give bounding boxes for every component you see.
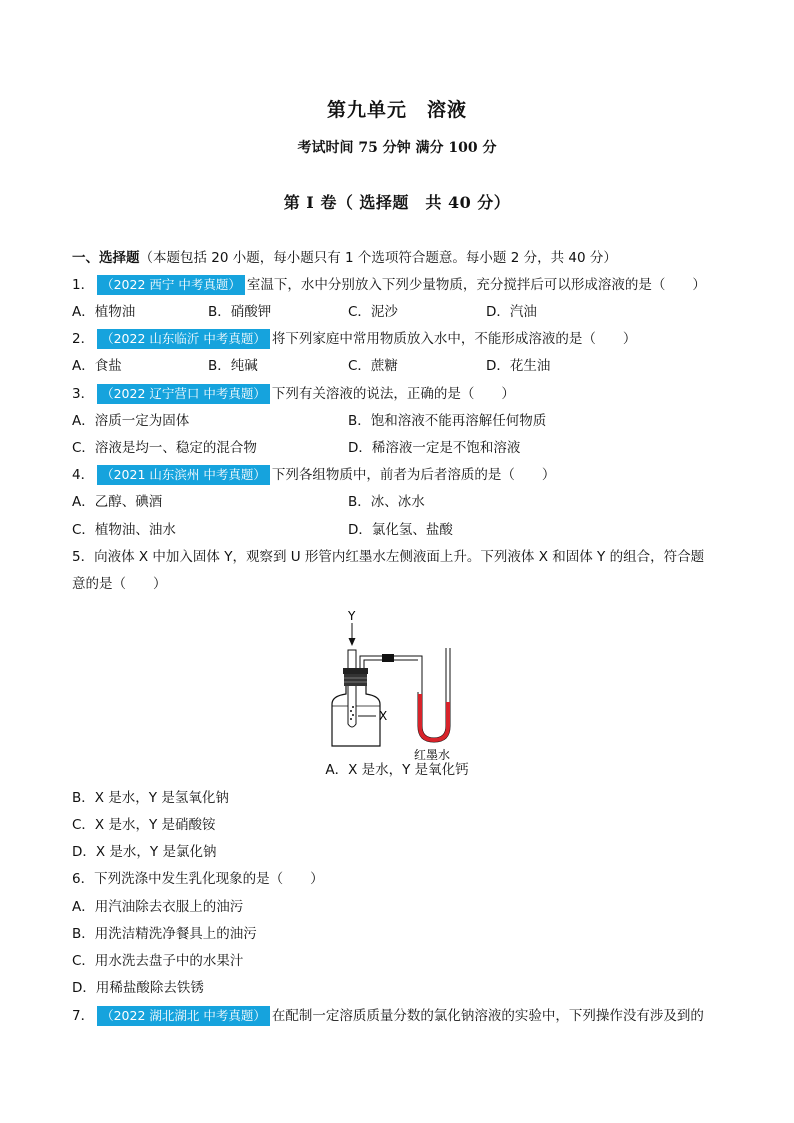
- option-b: B．硝酸钾: [208, 304, 272, 320]
- source-tag: （2022 西宁 中考真题）: [97, 275, 245, 295]
- question-5-stem: [72, 547, 704, 567]
- question-text: 下列洗涤中发生乳化现象的是（ ）: [94, 871, 324, 887]
- u-tube-inner: [422, 648, 446, 738]
- option-d: D．X 是水，Y 是氯化钠: [72, 844, 217, 860]
- option-c: C．X 是水，Y 是硝酸铵: [72, 817, 216, 833]
- question-1-stem: [72, 275, 706, 295]
- question-6-stem: [72, 869, 324, 889]
- section-heading: [72, 248, 617, 268]
- question-7-stem: [72, 1006, 704, 1026]
- option-d: D．用稀盐酸除去铁锈: [72, 980, 204, 996]
- question-number: 7．: [72, 1008, 95, 1024]
- question-4-stem: [72, 465, 555, 485]
- source-tag: （2022 山东临沂 中考真题）: [97, 329, 270, 349]
- question-text: 将下列家庭中常用物质放入水中，不能形成溶液的是（ ）: [271, 331, 637, 347]
- source-tag: （2022 辽宁营口 中考真题）: [97, 384, 270, 404]
- question-number: 2．: [72, 331, 95, 347]
- question-number: 5．: [72, 549, 95, 565]
- option-c: C．用水洗去盘子中的水果汁: [72, 953, 244, 969]
- label-x: X: [379, 709, 388, 723]
- exam-info: 考试时间 75 分钟 满分 100 分: [297, 140, 497, 156]
- option-d: D．汽油: [486, 304, 537, 320]
- volume-title: 第 I 卷（ 选择题 共 40 分）: [283, 193, 511, 212]
- option-c: C．泥沙: [348, 304, 398, 320]
- source-tag: （2021 山东滨州 中考真题）: [97, 465, 270, 485]
- option-b: B．纯碱: [208, 358, 258, 374]
- option-c: C．溶液是均一、稳定的混合物: [72, 440, 257, 456]
- question-text: 下列各组物质中，前者为后者溶质的是（ ）: [271, 467, 556, 483]
- option-d: D．稀溶液一定是不饱和溶液: [348, 440, 521, 456]
- question-2-stem: [72, 329, 636, 349]
- apparatus-figure: [322, 606, 472, 762]
- option-a: A．植物油: [72, 304, 136, 320]
- question-3-stem: [72, 384, 515, 404]
- option-c: C．植物油、油水: [72, 522, 176, 538]
- section-desc: （本题包括 20 小题，每小题只有 1 个选项符合题意。每小题 2 分，共 40 分）: [139, 250, 617, 266]
- option-b: B．饱和溶液不能再溶解任何物质: [348, 413, 547, 429]
- label-y: Y: [348, 609, 356, 623]
- option-a: A．X 是水，Y 是氧化钙: [325, 762, 469, 778]
- option-b: B．用洗洁精洗净餐具上的油污: [72, 926, 257, 942]
- stopper-body: [344, 674, 367, 686]
- option-c: C．蔗糖: [348, 358, 398, 374]
- section-label: 一、选择题: [72, 250, 140, 266]
- tube-connector: [382, 654, 394, 662]
- option-d: D．花生油: [486, 358, 551, 374]
- option-a: A．溶质一定为固体: [72, 413, 190, 429]
- question-number: 3．: [72, 386, 95, 402]
- option-a: A．乙醇、碘酒: [72, 494, 163, 510]
- unit-title: 第九单元 溶液: [326, 99, 467, 121]
- question-text: 向液体 X 中加入固体 Y，观察到 U 形管内红墨水左侧液面上升。下列液体 X 和固体 Y 的组合，符合题: [94, 549, 705, 565]
- arrow-head-icon: [349, 638, 356, 646]
- question-number: 4．: [72, 467, 95, 483]
- option-a: A．用汽油除去衣服上的油污: [72, 899, 244, 915]
- question-5-stem-cont: 意的是（ ）: [72, 576, 167, 592]
- source-tag: （2022 湖北湖北 中考真题）: [97, 1006, 270, 1026]
- option-b: B．冰、冰水: [348, 494, 425, 510]
- question-text: 在配制一定溶质质量分数的氯化钠溶液的实验中，下列操作没有涉及到的: [271, 1008, 704, 1024]
- option-d: D．氯化氢、盐酸: [348, 522, 453, 538]
- option-a: A．食盐: [72, 358, 122, 374]
- test-tube: [348, 686, 356, 727]
- option-b: B．X 是水，Y 是氢氧化钠: [72, 790, 229, 806]
- question-text: 下列有关溶液的说法，正确的是（ ）: [271, 386, 515, 402]
- question-number: 6．: [72, 871, 95, 887]
- u-tube-outer: [418, 648, 450, 742]
- label-red-ink: 红墨水: [414, 748, 451, 762]
- stopper-top: [343, 668, 368, 674]
- red-ink: [420, 694, 448, 740]
- question-text: 室温下，水中分别放入下列少量物质，充分搅拌后可以形成溶液的是（ ）: [246, 277, 706, 293]
- question-number: 1．: [72, 277, 95, 293]
